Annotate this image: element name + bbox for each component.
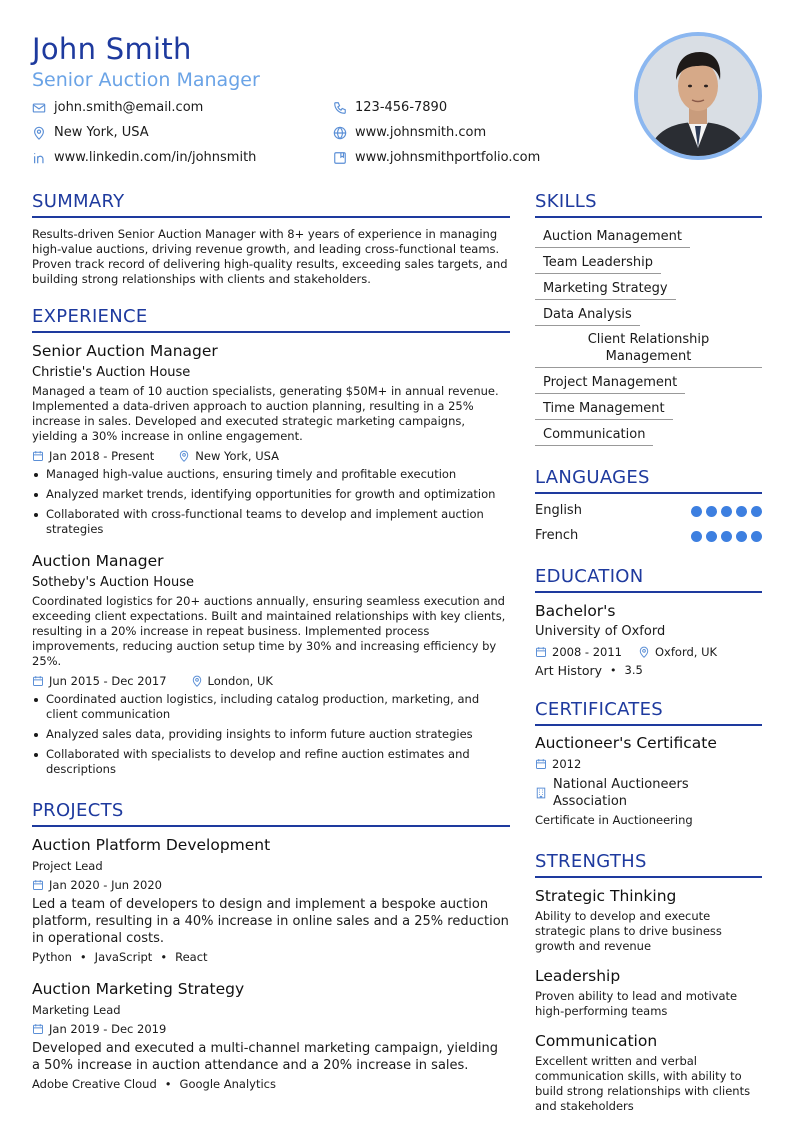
skill-tag: Auction Management	[535, 226, 690, 248]
list-item: Analyzed sales data, providing insights to inform future auction strategies	[32, 727, 510, 742]
education-dates: 2008 - 2011	[552, 645, 622, 659]
tech-tag: Python	[32, 950, 72, 964]
job-company: Christie's Auction House	[32, 365, 191, 380]
candidate-title: Senior Auction Manager	[32, 69, 260, 91]
contact-linkedin[interactable]: www.linkedin.com/in/johnsmith	[32, 150, 256, 165]
summary-heading: SUMMARY	[32, 190, 510, 218]
level-dot	[751, 531, 762, 542]
level-dot	[721, 531, 732, 542]
list-item: Analyzed market trends, identifying opportunities for growth and optimization	[32, 487, 510, 502]
certificate-year-row	[535, 756, 762, 772]
strength-item	[535, 966, 762, 1019]
job-meta	[32, 673, 510, 689]
resume-header	[32, 30, 632, 165]
education-meta	[535, 644, 762, 660]
field-of-study: Art History	[535, 663, 603, 678]
level-dot	[691, 506, 702, 517]
level-dot	[751, 506, 762, 517]
skill-tag: Marketing Strategy	[535, 278, 676, 300]
job-bullets	[32, 467, 510, 537]
gpa: 3.5	[624, 663, 643, 677]
certificates-heading: CERTIFICATES	[535, 698, 762, 726]
job-dates: Jun 2015 - Dec 2017	[49, 674, 167, 688]
job-role: Senior Auction Manager	[32, 342, 218, 360]
experience-item	[32, 551, 510, 777]
calendar-icon	[32, 450, 44, 462]
project-dates: Jan 2020 - Jun 2020	[49, 878, 163, 892]
language-name: French	[535, 528, 579, 543]
calendar-icon	[535, 646, 547, 658]
strength-name: Leadership	[535, 967, 621, 985]
list-item: Coordinated auction logistics, including catalog production, marketing, and client communication	[32, 692, 510, 722]
job-dates: Jan 2018 - Present	[49, 449, 155, 463]
project-meta	[32, 1021, 510, 1037]
experience-item	[32, 341, 510, 537]
skill-tag: Project Management	[535, 372, 685, 394]
job-description: Managed a team of 10 auction specialists, generating $50M+ in annual revenue. Implemented a data-driven approach to auction planning, resulting in a 25% increase in sales. Developed and executed strategic marketing campaigns, yielding a 30% increase in online engagement.	[32, 384, 499, 443]
tech-tag: JavaScript	[94, 950, 153, 964]
profile-photo	[634, 32, 762, 160]
job-bullets	[32, 692, 510, 777]
location-pin-icon	[638, 646, 650, 658]
skills-list	[535, 225, 762, 446]
education-heading: EDUCATION	[535, 565, 762, 593]
calendar-icon	[32, 1023, 44, 1035]
skill-tag: Data Analysis	[535, 304, 640, 326]
strength-item	[535, 1031, 762, 1114]
phone-icon	[333, 101, 347, 115]
project-item	[32, 835, 510, 965]
project-description: Developed and executed a multi-channel marketing campaign, yielding a 50% increase in auction attendance and a 20% increase in sales.	[32, 1041, 499, 1073]
level-dot	[706, 531, 717, 542]
contact-email[interactable]: john.smith@email.com	[32, 100, 203, 115]
strength-text: Excellent written and verbal communication skills, with ability to build strong relationships with clients and stakeholders	[535, 1054, 751, 1113]
degree: Bachelor's	[535, 602, 616, 620]
project-meta	[32, 877, 510, 893]
language-row	[535, 502, 762, 520]
strengths-heading: STRENGTHS	[535, 850, 762, 878]
summary-text: Results-driven Senior Auction Manager with 8+ years of experience in managing high-value auctions, driving revenue growth, and leading cross-functional teams. Proven track record of delivering high-quality results, exceeding sales targets, and building strong relationships with clients and stakeholders.	[32, 227, 508, 286]
globe-icon	[333, 126, 347, 140]
candidate-name: John Smith	[32, 32, 192, 66]
strength-text: Proven ability to lead and motivate high-performing teams	[535, 989, 738, 1018]
job-location: London, UK	[207, 674, 273, 688]
project-role: Marketing Lead	[32, 1003, 121, 1017]
certificate-issuer: National Auctioneers Association	[553, 777, 689, 809]
level-dot	[721, 506, 732, 517]
strength-name: Strategic Thinking	[535, 887, 677, 905]
project-dates: Jan 2019 - Dec 2019	[49, 1022, 167, 1036]
project-description: Led a team of developers to design and implement a bespoke auction platform, resulting in a 40% increase in online sales and a 25% reduction in operational costs.	[32, 897, 509, 946]
language-level	[691, 506, 762, 517]
project-name: Auction Platform Development	[32, 836, 271, 854]
avatar	[638, 36, 758, 156]
level-dot	[706, 506, 717, 517]
contact-phone[interactable]: 123-456-7890	[333, 100, 447, 115]
location-pin-icon	[191, 675, 203, 687]
skill-tag: Communication	[535, 424, 653, 446]
language-level	[691, 531, 762, 542]
skills-heading: SKILLS	[535, 190, 762, 218]
contact-website[interactable]: www.johnsmith.com	[333, 125, 486, 140]
certificate-year: 2012	[552, 757, 582, 771]
job-location: New York, USA	[195, 449, 280, 463]
project-role: Project Lead	[32, 859, 103, 873]
strength-item	[535, 886, 762, 954]
languages-heading: LANGUAGES	[535, 466, 762, 494]
skill-tag: Client Relationship Management	[535, 329, 762, 368]
languages-list	[535, 502, 762, 545]
certificate-name: Auctioneer's Certificate	[535, 734, 717, 752]
level-dot	[736, 531, 747, 542]
skill-tag: Team Leadership	[535, 252, 661, 274]
building-icon	[535, 787, 547, 799]
location-pin-icon	[178, 450, 190, 462]
job-description: Coordinated logistics for 20+ auctions annually, ensuring seamless execution and exceeding client expectations. Built and maintained relationships with key clients, resulting in a 20% increase in repeat business. Implemented process improvements, reducing auction setup time by 30% and increasing efficiency by 25%.	[32, 594, 506, 668]
projects-heading: PROJECTS	[32, 799, 510, 827]
list-item: Managed high-value auctions, ensuring timely and profitable execution	[32, 467, 510, 482]
contact-portfolio[interactable]: www.johnsmithportfolio.com	[333, 150, 540, 165]
project-tech: Python • JavaScript • React	[32, 950, 208, 964]
school: University of Oxford	[535, 624, 666, 639]
job-role: Auction Manager	[32, 552, 164, 570]
left-column	[32, 190, 510, 1092]
language-name: English	[535, 503, 582, 518]
strength-name: Communication	[535, 1032, 658, 1050]
project-tech: Adobe Creative Cloud • Google Analytics	[32, 1077, 276, 1091]
right-column	[535, 190, 762, 1114]
education-field-row: Art History • 3.5	[535, 663, 643, 678]
level-dot	[736, 506, 747, 517]
portfolio-icon	[333, 151, 347, 165]
calendar-icon	[32, 879, 44, 891]
linkedin-icon	[32, 151, 46, 165]
strength-text: Ability to develop and execute strategic plans to drive business growth and revenue	[535, 909, 722, 953]
project-name: Auction Marketing Strategy	[32, 980, 245, 998]
mail-icon	[32, 101, 46, 115]
tech-tag: React	[175, 950, 208, 964]
level-dot	[691, 531, 702, 542]
experience-heading: EXPERIENCE	[32, 305, 510, 333]
calendar-icon	[32, 675, 44, 687]
certificate-issuer-row	[535, 776, 762, 810]
job-meta	[32, 448, 510, 464]
tech-tag: Adobe Creative Cloud	[32, 1077, 157, 1091]
skill-tag: Time Management	[535, 398, 673, 420]
tech-tag: Google Analytics	[179, 1077, 276, 1091]
language-row	[535, 527, 762, 545]
project-item	[32, 979, 510, 1092]
list-item: Collaborated with cross-functional teams to develop and implement auction strategies	[32, 507, 510, 537]
calendar-icon	[535, 758, 547, 770]
education-location: Oxford, UK	[655, 645, 718, 659]
contact-location: New York, USA	[32, 125, 149, 140]
job-company: Sotheby's Auction House	[32, 575, 195, 590]
certificate-description: Certificate in Auctioneering	[535, 813, 693, 827]
list-item: Collaborated with specialists to develop and refine auction estimates and descriptions	[32, 747, 510, 777]
certificate-item	[535, 733, 762, 828]
education-item	[535, 601, 762, 678]
location-pin-icon	[32, 126, 46, 140]
